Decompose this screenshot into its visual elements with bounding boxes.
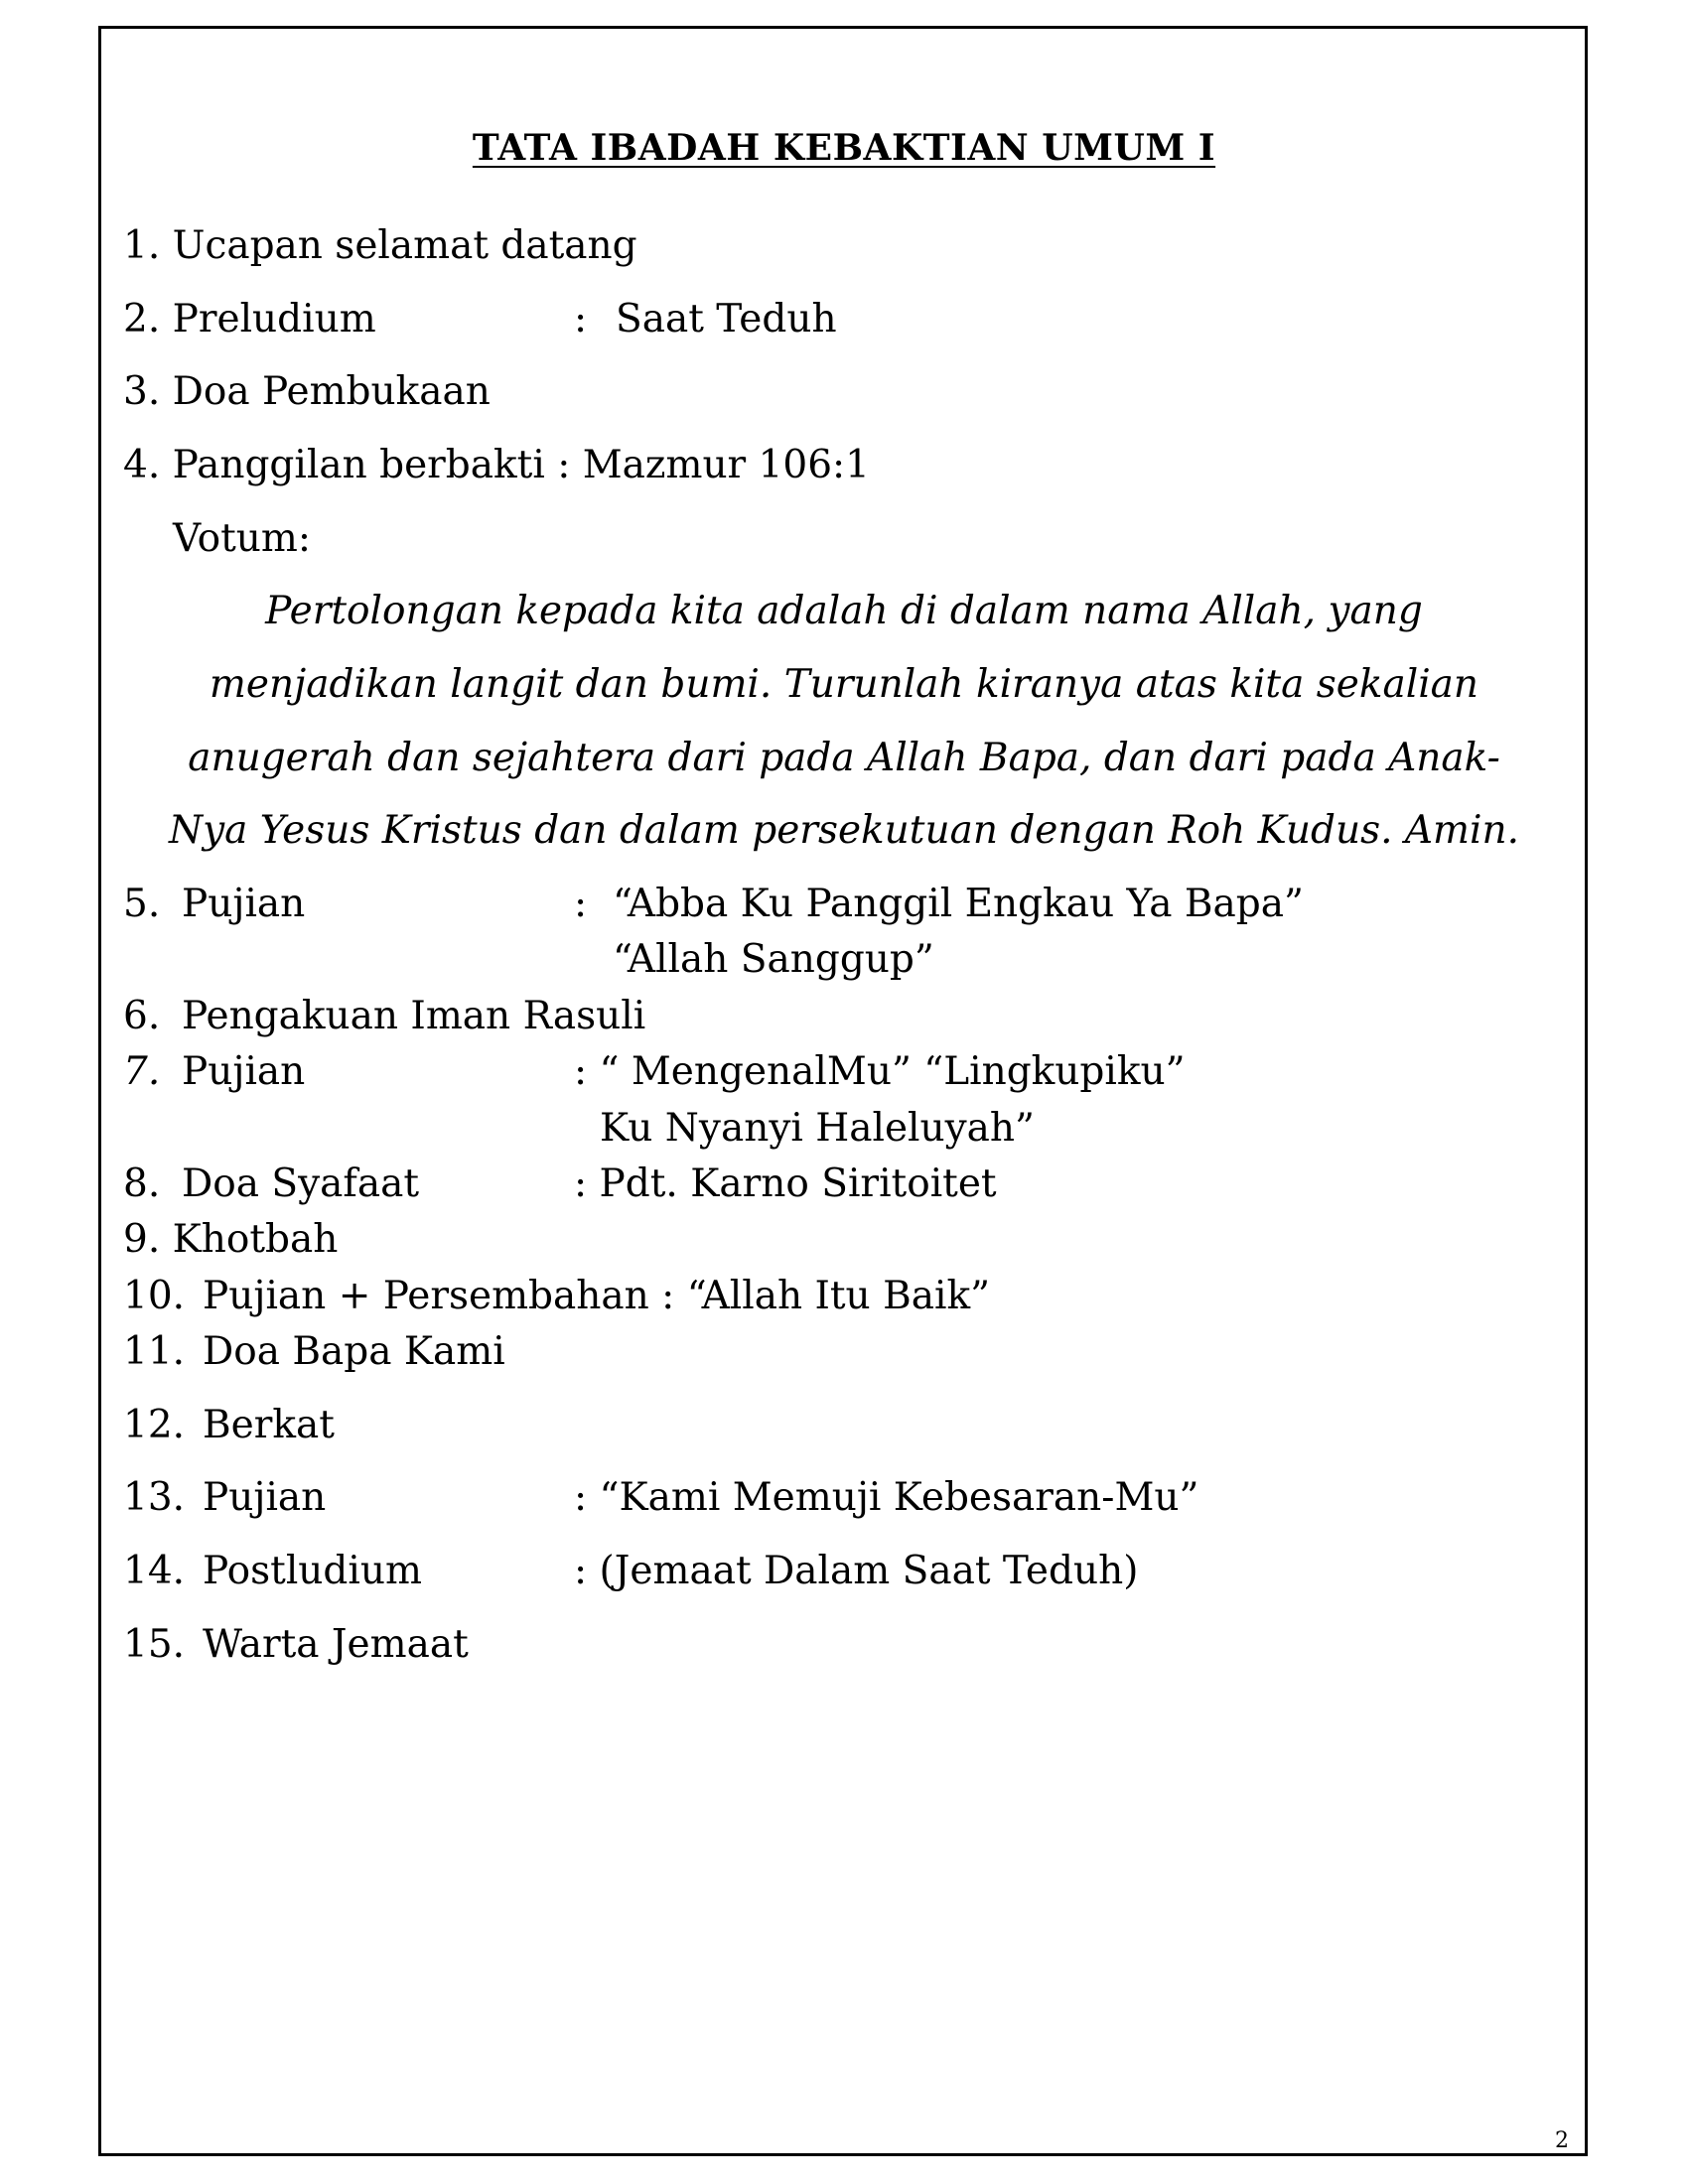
- item-8-label: Doa Syafaat: [182, 1161, 420, 1206]
- item-13-value: : “Kami Memuji Kebesaran-Mu”: [574, 1475, 1199, 1520]
- item-7-number: 7.: [123, 1049, 161, 1094]
- item-11-label: Doa Bapa Kami: [203, 1329, 505, 1374]
- item-8-number: 8.: [123, 1161, 161, 1206]
- votum-label: Votum:: [173, 516, 311, 561]
- votum-line-3: anugerah dan sejahtera dari pada Allah Bapa, dan dari pada Anak-: [188, 736, 1500, 780]
- item-5-separator: :: [574, 882, 588, 926]
- item-14-label: Postludium: [203, 1549, 422, 1593]
- item-2-value: Saat Teduh: [616, 297, 837, 341]
- item-13-label: Pujian: [203, 1475, 327, 1520]
- item-9: 9. Khotbah: [123, 1217, 339, 1262]
- item-2-label: 2. Preludium: [123, 297, 376, 341]
- item-14-value: : (Jemaat Dalam Saat Teduh): [574, 1549, 1139, 1593]
- votum-line-2: menjadikan langit dan bumi. Turunlah kiranya atas kita sekalian: [209, 662, 1479, 707]
- page-number: 2: [1555, 2128, 1569, 2153]
- item-1: 1. Ucapan selamat datang: [123, 223, 637, 268]
- item-6-label: Pengakuan Iman Rasuli: [182, 994, 646, 1038]
- item-15-label: Warta Jemaat: [203, 1622, 469, 1667]
- item-4: 4. Panggilan berbakti : Mazmur 106:1: [123, 443, 870, 487]
- item-7-value-2: Ku Nyanyi Haleluyah”: [600, 1106, 1035, 1151]
- item-5-label: Pujian: [182, 882, 306, 926]
- item-3: 3. Doa Pembukaan: [123, 369, 491, 414]
- item-12-number: 12.: [123, 1403, 186, 1447]
- votum-line-4: Nya Yesus Kristus dan dalam persekutuan dengan Roh Kudus. Amin.: [168, 808, 1520, 853]
- item-2-separator: :: [574, 297, 588, 341]
- item-5-value-1: “Abba Ku Panggil Engkau Ya Bapa”: [613, 882, 1304, 926]
- item-10-label: Pujian + Persembahan : “Allah Itu Baik”: [203, 1274, 991, 1318]
- item-6-number: 6.: [123, 994, 161, 1038]
- item-15-number: 15.: [123, 1622, 186, 1667]
- item-8-value: : Pdt. Karno Siritoitet: [574, 1161, 997, 1206]
- item-10-number: 10.: [123, 1274, 186, 1318]
- item-7-label: Pujian: [182, 1049, 306, 1094]
- item-14-number: 14.: [123, 1549, 186, 1593]
- item-5-number: 5.: [123, 882, 161, 926]
- item-5-value-2: “Allah Sanggup”: [613, 937, 934, 982]
- votum-line-1: Pertolongan kepada kita adalah di dalam nama Allah, yang: [265, 589, 1423, 633]
- item-11-number: 11.: [123, 1329, 186, 1374]
- item-7-value-1: : “ MengenalMu” “Lingkupiku”: [574, 1049, 1186, 1094]
- item-12-label: Berkat: [203, 1403, 335, 1447]
- document-title: TATA IBADAH KEBAKTIAN UMUM I: [472, 127, 1216, 169]
- item-13-number: 13.: [123, 1475, 186, 1520]
